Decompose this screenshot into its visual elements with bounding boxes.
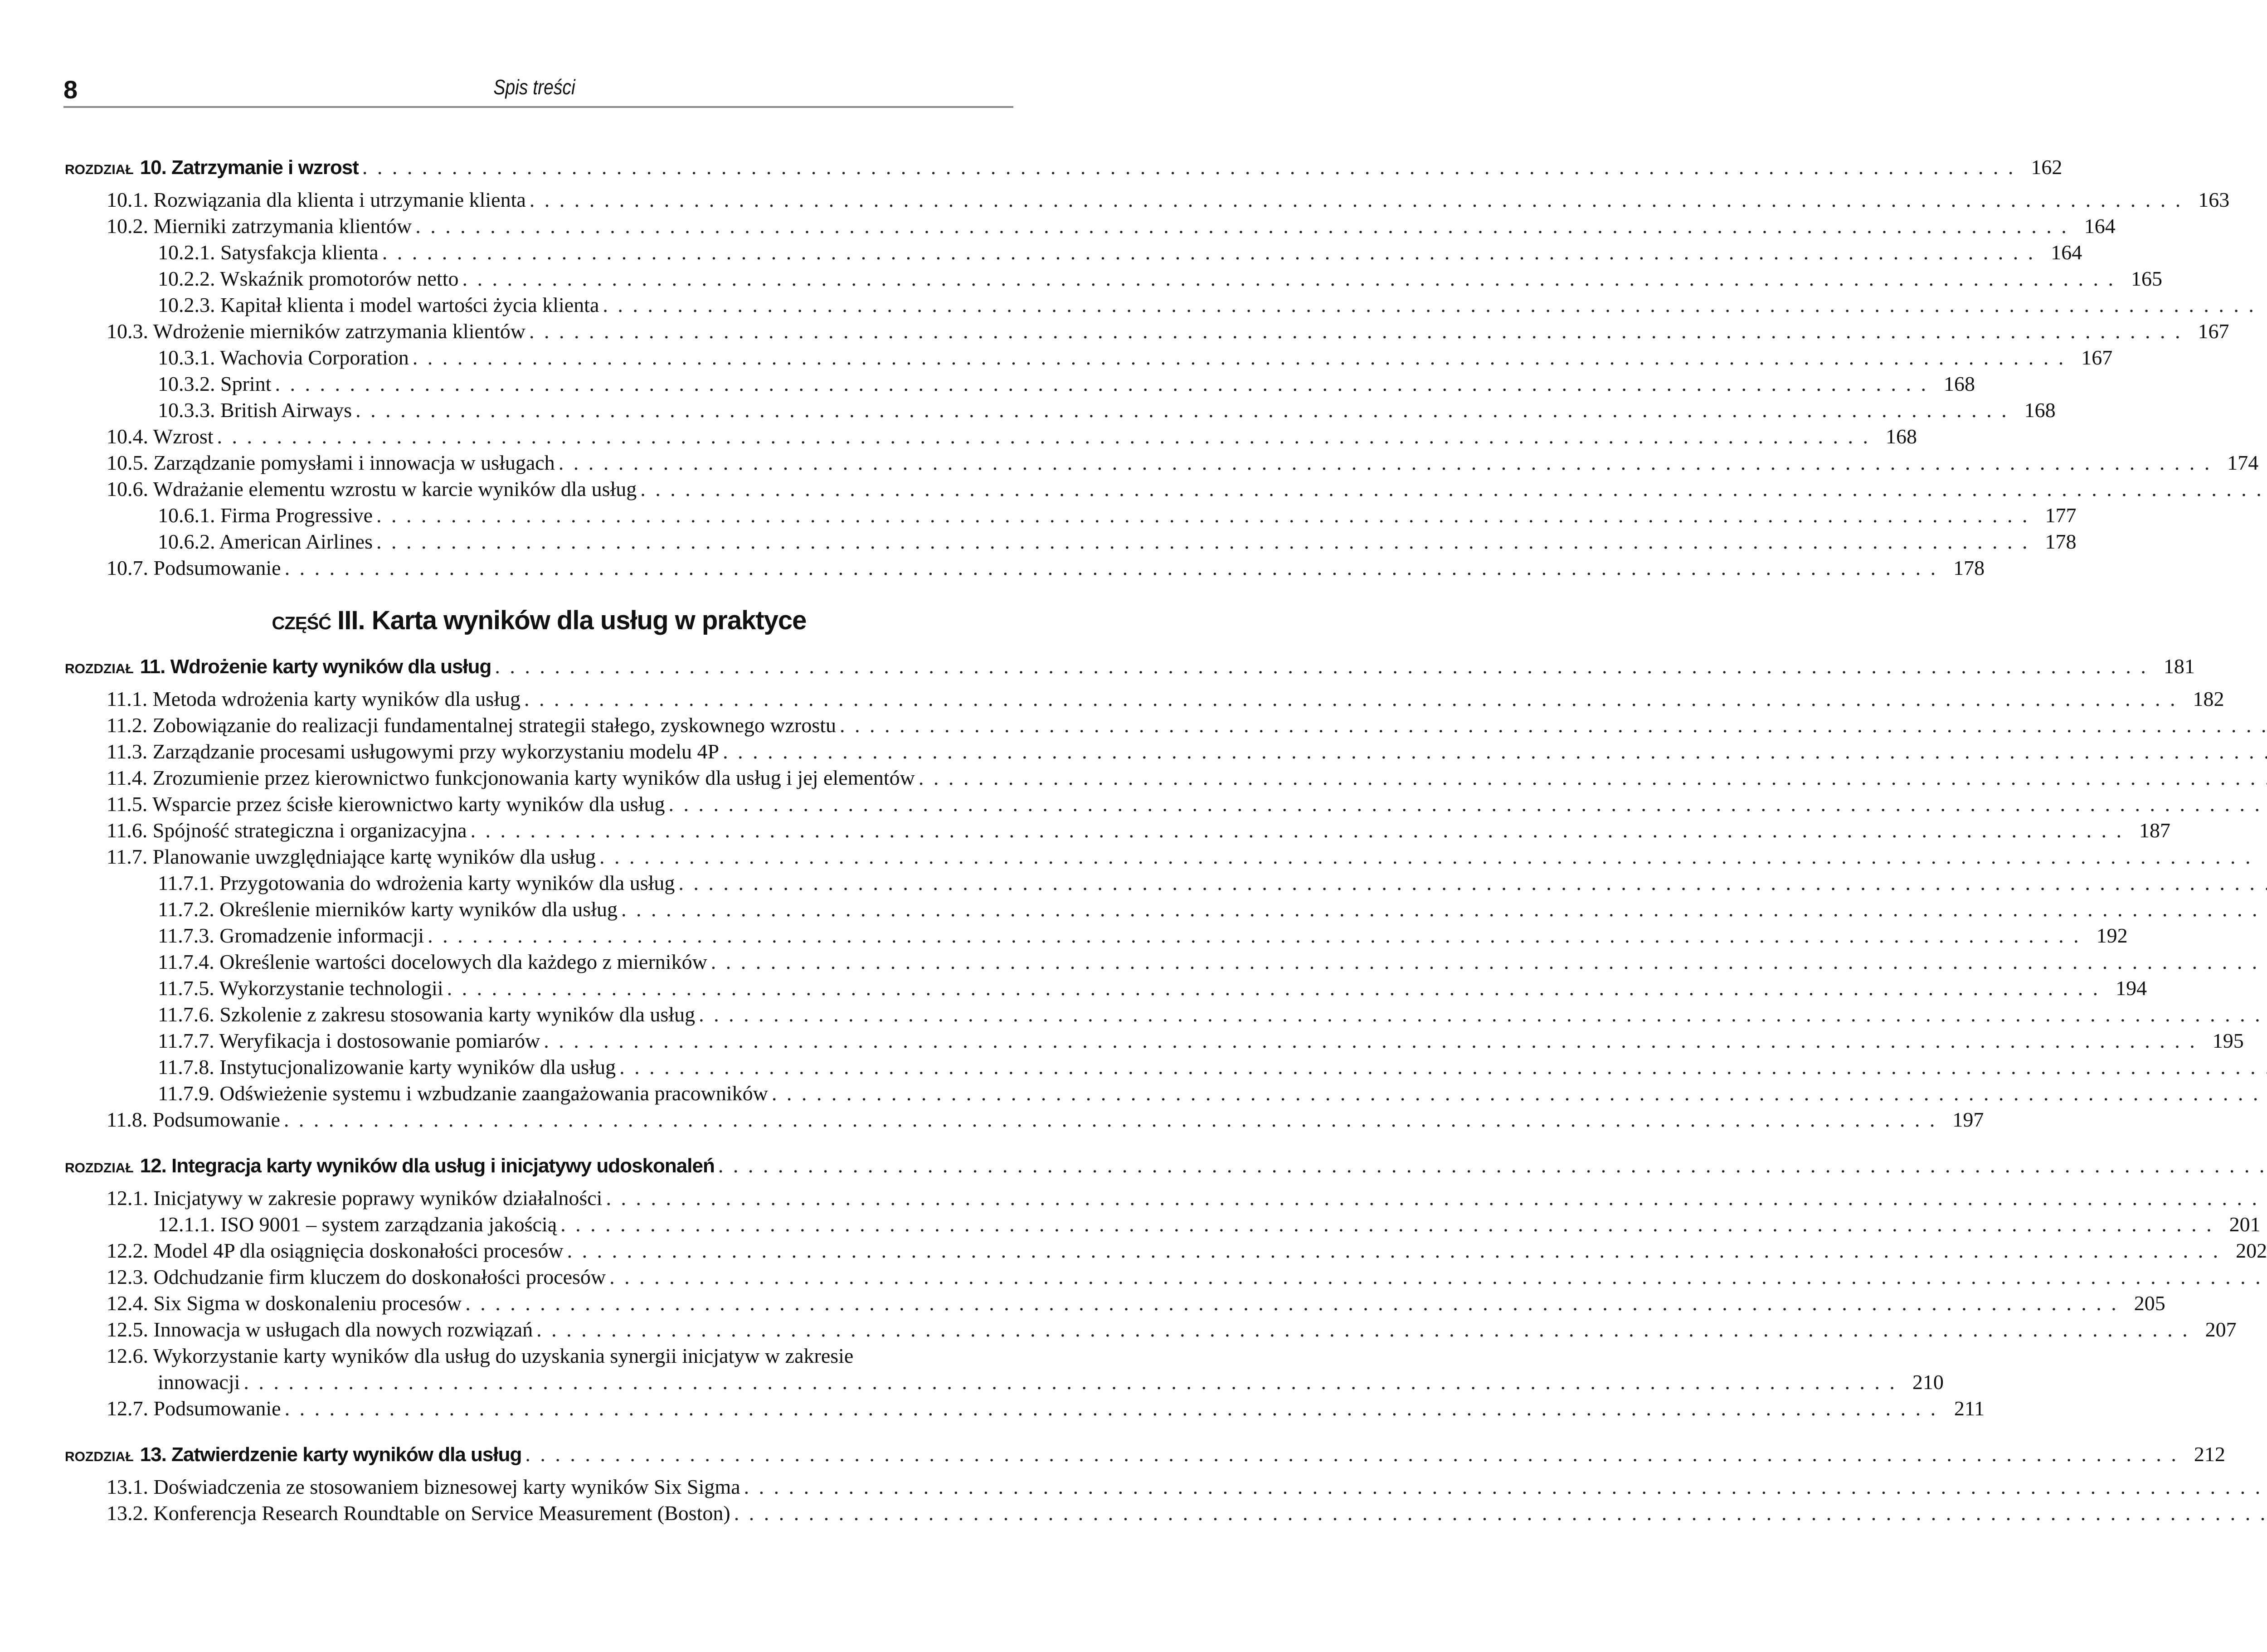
- dot-leader: [567, 1238, 2218, 1264]
- entry-page-number: 162: [2031, 155, 2063, 179]
- entry-page-number: 181: [2163, 655, 2195, 678]
- toc-entry: [65, 1369, 1944, 1395]
- entry-page-number: 165: [2131, 267, 2162, 290]
- entry-title-group: [158, 896, 618, 923]
- entry-title-group: [107, 844, 596, 870]
- entry-page-number: 163: [2198, 188, 2230, 211]
- toc-entry: [65, 423, 1917, 450]
- toc-entry: [65, 187, 2230, 213]
- entry-title: 11.7. Planowanie uwzględniające kartę wyników dla usług: [107, 845, 596, 868]
- entry-title: 10.6. Wdrażanie elementu wzrostu w karcie wyników dla usług: [107, 477, 637, 500]
- entry-page-number: [2264, 1264, 2267, 1290]
- entry-title: 10.6.1. Firma Progressive: [158, 504, 373, 527]
- entry-page-number: [2261, 1185, 2267, 1211]
- dot-leader: [734, 1500, 2267, 1526]
- entry-title-group: [107, 1343, 853, 1369]
- toc-entry: [65, 1264, 1013, 1290]
- toc-entry: [65, 1211, 2261, 1238]
- entry-title-group: [107, 1500, 730, 1526]
- toc-entry: [65, 529, 2077, 555]
- entry-title-group: [158, 397, 352, 423]
- toc-entry: [65, 686, 2224, 712]
- entry-title: 12.1.1. ISO 9001 – system zarządzania jakością: [158, 1213, 557, 1236]
- entry-title: 11.8. Podsumowanie: [107, 1108, 280, 1131]
- dot-leader: [529, 318, 2180, 345]
- entry-title: 11.2. Zobowiązanie do realizacji fundamentalnej strategii stałego, zyskownego wzrostu: [107, 714, 837, 737]
- toc-entry: [65, 1343, 1013, 1369]
- entry-title-group: [158, 1028, 540, 1054]
- dot-leader: [285, 555, 1936, 581]
- entry-title-group: [158, 502, 373, 529]
- entry-title: 11.1. Metoda wdrożenia karty wyników dla usług: [107, 687, 521, 710]
- toc-entry: [65, 371, 1975, 397]
- entry-title: 10.7. Podsumowanie: [107, 556, 281, 579]
- dot-leader: [919, 765, 2267, 791]
- entry-title-group: [65, 1442, 521, 1470]
- entry-title: 11.5. Wsparcie przez ścisłe kierownictwo karty wyników dla usług: [107, 792, 665, 816]
- toc-entry: [65, 1028, 2244, 1054]
- toc-entry: [65, 345, 2113, 371]
- toc-entry: [65, 1238, 2267, 1264]
- entry-title: 11.7.6. Szkolenie z zakresu stosowania karty wyników dla usług: [158, 1003, 696, 1026]
- toc-entry: [65, 1107, 1984, 1133]
- dot-leader: [495, 653, 2146, 680]
- dot-leader: [415, 213, 2067, 239]
- toc-entry: [65, 213, 2116, 239]
- entry-title-group: [158, 923, 424, 949]
- toc-entry: [65, 896, 1013, 923]
- dot-leader: [243, 1369, 1895, 1395]
- toc-chapter: [65, 1152, 1013, 1179]
- entry-title: 12.2. Model 4P dla osiągnięcia doskonałości procesów: [107, 1239, 564, 1262]
- toc-entry: [65, 712, 1013, 739]
- toc-entry: [65, 1054, 1013, 1080]
- dot-leader: [285, 1395, 1936, 1422]
- entry-title-group: [107, 555, 281, 581]
- entry-page-number: 164: [2051, 241, 2082, 264]
- entry-title: 11.4. Zrozumienie przez kierownictwo funkcjonowania karty wyników dla usług i jej elementów: [107, 766, 915, 789]
- entry-keyword: ROZDZIAŁ: [65, 1161, 134, 1176]
- toc-entry: [65, 555, 1985, 581]
- entry-page-number: 177: [2045, 504, 2077, 527]
- entry-title-group: [158, 949, 707, 975]
- entry-title: innowacji: [158, 1370, 240, 1394]
- entry-title: 11.7.2. Określenie mierników karty wyników dla usług: [158, 898, 618, 921]
- entry-page-number: 178: [1953, 556, 1985, 579]
- entry-title-group: [158, 239, 379, 266]
- dot-leader: [530, 187, 2181, 213]
- entry-page-number: 168: [1943, 372, 1975, 395]
- entry-title-group: [107, 1290, 462, 1317]
- entry-title-group: [107, 739, 719, 765]
- dot-leader: [376, 529, 2028, 555]
- entry-title-group: [158, 345, 409, 371]
- entry-title: III. Karta wyników dla usług w praktyce: [337, 606, 807, 635]
- entry-page-number: 194: [2116, 977, 2147, 1000]
- entry-title: 11.7.7. Weryfikacja i dostosowanie pomiarów: [158, 1029, 540, 1052]
- toc-entry: [65, 1185, 1013, 1211]
- toc-entry: [65, 765, 1013, 791]
- entry-title: 12.7. Podsumowanie: [107, 1397, 281, 1420]
- entry-title: 10.2.1. Satysfakcja klienta: [158, 241, 379, 264]
- entry-title: 13.2. Konferencja Research Roundtable on Service Measurement (Boston): [107, 1501, 730, 1525]
- entry-title-group: [107, 476, 637, 502]
- toc-entry: [65, 502, 2077, 529]
- entry-title: 10.3. Wdrożenie mierników zatrzymania klientów: [107, 320, 525, 343]
- dot-leader: [772, 1080, 2267, 1107]
- entry-title-group: [107, 1107, 280, 1133]
- entry-title-group: [158, 266, 459, 292]
- dot-leader: [603, 292, 2254, 318]
- entry-title-group: [107, 765, 915, 791]
- entry-title-group: [158, 529, 373, 555]
- toc-entry: [65, 949, 1013, 975]
- entry-title-group: [158, 1001, 695, 1028]
- entry-title-group: [107, 318, 525, 345]
- dot-leader: [744, 1474, 2267, 1500]
- entry-title: 12.3. Odchudzanie firm kluczem do doskonałości procesów: [107, 1265, 606, 1288]
- dot-leader: [621, 896, 2267, 923]
- entry-title-group: [107, 1264, 606, 1290]
- entry-title: 11.7.3. Gromadzenie informacji: [158, 924, 424, 947]
- entry-keyword: ROZDZIAŁ: [65, 661, 134, 676]
- entry-title-group: [158, 1211, 557, 1238]
- dot-leader: [413, 345, 2064, 371]
- entry-title-group: [107, 1185, 602, 1211]
- toc-chapter: [65, 653, 2195, 680]
- toc-entry: [65, 1290, 2165, 1317]
- toc-entry: [65, 739, 1013, 765]
- entry-title: 11.7.1. Przygotowania do wdrożenia karty wyników dla usług: [158, 871, 675, 894]
- entry-title-group: [158, 1369, 240, 1395]
- entry-title: 12.1. Inicjatywy w zakresie poprawy wyników działalności: [107, 1186, 603, 1210]
- entry-title-group: [107, 1474, 740, 1500]
- dot-leader: [599, 844, 2251, 870]
- entry-title: 12. Integracja karty wyników dla usług i inicjatywy udoskonaleń: [140, 1155, 715, 1177]
- entry-page-number: 211: [1954, 1397, 1985, 1420]
- entry-page-number: [2257, 292, 2267, 318]
- header-rule: [63, 106, 1013, 108]
- entry-title-group: [107, 712, 836, 739]
- toc-chapter: [65, 1441, 2225, 1467]
- entry-title: 10.4. Wzrost: [107, 425, 214, 448]
- toc-part: [65, 602, 1013, 639]
- toc-entry: [65, 1474, 1013, 1500]
- dot-leader: [465, 1290, 2116, 1317]
- dot-leader: [217, 423, 1868, 450]
- dot-leader: [711, 949, 2267, 975]
- entry-title-group: [65, 654, 491, 682]
- entry-title-group: [158, 371, 271, 397]
- toc-entry: [65, 318, 2229, 345]
- toc-entry: [65, 239, 2082, 266]
- entry-page-number: 164: [2084, 214, 2116, 238]
- dot-leader: [699, 1001, 2267, 1028]
- dot-leader: [462, 266, 2114, 292]
- entry-title: 11.7.9. Odświeżenie systemu i wzbudzanie zaangażowania pracowników: [158, 1082, 768, 1105]
- dot-leader: [619, 1054, 2267, 1080]
- dot-leader: [382, 239, 2033, 266]
- entry-title-group: [107, 450, 555, 476]
- entry-title-group: [158, 292, 599, 318]
- dot-leader: [840, 712, 2267, 739]
- dot-leader: [609, 1264, 2261, 1290]
- toc-entry: [65, 817, 2171, 844]
- entry-title: 11. Wdrożenie karty wyników dla usług: [140, 656, 491, 678]
- entry-title-group: [272, 602, 807, 641]
- dot-leader: [447, 975, 2098, 1001]
- entry-title: 12.4. Six Sigma w doskonaleniu procesów: [107, 1292, 462, 1315]
- toc-entry: [65, 791, 1013, 817]
- entry-page-number: 168: [1886, 425, 1917, 448]
- entry-page-number: 202: [2236, 1239, 2267, 1262]
- entry-title: 10.2.3. Kapitał klienta i model wartości życia klienta: [158, 293, 599, 316]
- entry-title: 11.7.5. Wykorzystanie technologii: [158, 977, 443, 1000]
- toc-entry: [65, 923, 2128, 949]
- entry-title: 10.2. Mierniki zatrzymania klientów: [107, 214, 412, 238]
- entry-page-number: 192: [2096, 924, 2128, 947]
- dot-leader: [524, 686, 2175, 712]
- dot-leader: [471, 817, 2122, 844]
- entry-page-number: 174: [2227, 451, 2259, 474]
- entry-title-group: [158, 870, 675, 896]
- entry-title: 12.6. Wykorzystanie karty wyników dla usług do uzyskania synergii inicjatyw w zakresie: [107, 1344, 854, 1367]
- dot-leader: [355, 397, 2007, 423]
- entry-page-number: 205: [2134, 1292, 2165, 1315]
- entry-page-number: 212: [2194, 1443, 2225, 1466]
- toc-entry: [65, 870, 1013, 896]
- dot-leader: [640, 476, 2267, 502]
- entry-title: 11.3. Zarządzanie procesami usługowymi przy wykorzystaniu modelu 4P: [107, 740, 720, 763]
- entry-title: 10.3.2. Sprint: [158, 372, 272, 395]
- toc-entry: [65, 1395, 1985, 1422]
- entry-title-group: [107, 817, 467, 844]
- entry-page-number: 178: [2045, 530, 2077, 553]
- dot-leader: [544, 1028, 2195, 1054]
- entry-title: 11.6. Spójność strategiczna i organizacyjna: [107, 819, 467, 842]
- running-header-title: Spis treści: [493, 75, 575, 99]
- dot-leader: [275, 371, 1926, 397]
- dot-leader: [723, 739, 2267, 765]
- entry-title: 10.3.3. British Airways: [158, 398, 352, 422]
- entry-page-number: [2254, 844, 2267, 870]
- entry-page-number: 167: [2081, 346, 2113, 369]
- toc-chapter: [65, 154, 2063, 180]
- dot-leader: [428, 923, 2079, 949]
- entry-title-group: [107, 1395, 281, 1422]
- entry-title-group: [65, 1153, 715, 1181]
- entry-keyword: ROZDZIAŁ: [65, 162, 134, 177]
- entry-title: 10.5. Zarządzanie pomysłami i innowacja w usługach: [107, 451, 555, 474]
- entry-title-group: [107, 1317, 533, 1343]
- dot-leader: [718, 1152, 2267, 1179]
- dot-leader: [559, 450, 2210, 476]
- entry-title-group: [158, 975, 443, 1001]
- toc-entry: [65, 1001, 1013, 1028]
- entry-title-group: [107, 791, 665, 817]
- entry-title: 10.3.1. Wachovia Corporation: [158, 346, 409, 369]
- entry-title: 10.1. Rozwiązania dla klienta i utrzymanie klienta: [107, 188, 526, 211]
- dot-leader: [678, 870, 2267, 896]
- toc-entry: [65, 476, 1013, 502]
- entry-title: 13. Zatwierdzenie karty wyników dla usług: [140, 1443, 522, 1466]
- toc-entry: [65, 266, 2162, 292]
- entry-page-number: 207: [2205, 1318, 2237, 1341]
- toc-entry: [65, 1080, 1013, 1107]
- entry-title: 12.5. Innowacja w usługach dla nowych rozwiązań: [107, 1318, 533, 1341]
- dot-leader: [668, 791, 2267, 817]
- dot-leader: [284, 1107, 1935, 1133]
- toc-entry: [65, 844, 1013, 870]
- dot-leader: [362, 154, 2014, 180]
- entry-page-number: 182: [2193, 687, 2224, 710]
- entry-keyword: CZĘŚĆ: [272, 613, 331, 633]
- entry-title-group: [158, 1054, 616, 1080]
- entry-page-number: 167: [2198, 320, 2229, 343]
- dot-leader: [525, 1441, 2176, 1467]
- entry-title: 11.7.8. Instytucjonalizowanie karty wyników dla usług: [158, 1055, 616, 1079]
- toc-entry: [65, 397, 2056, 423]
- toc-entry: [65, 1317, 2237, 1343]
- entry-title-group: [107, 1238, 564, 1264]
- entry-title-group: [107, 213, 412, 239]
- entry-title-group: [107, 686, 521, 712]
- table-of-contents: [65, 154, 2267, 1526]
- toc-entry: [65, 1500, 1013, 1526]
- entry-title-group: [107, 423, 214, 450]
- entry-title-group: [65, 155, 359, 183]
- entry-page-number: 197: [1952, 1108, 1984, 1131]
- entry-title: 11.7.4. Określenie wartości docelowych dla każdego z mierników: [158, 950, 707, 973]
- entry-page-number: 210: [1912, 1370, 1944, 1394]
- page-number: 8: [63, 75, 78, 104]
- dot-leader: [606, 1185, 2257, 1211]
- entry-title: 10.6.2. American Airlines: [158, 530, 373, 553]
- entry-title: 10.2.2. Wskaźnik promotorów netto: [158, 267, 459, 290]
- toc-entry: [65, 292, 1013, 318]
- entry-title-group: [158, 1080, 768, 1107]
- entry-page-number: 187: [2139, 819, 2171, 842]
- dot-leader: [536, 1317, 2188, 1343]
- entry-page-number: 168: [2024, 398, 2056, 422]
- entry-title-group: [107, 187, 526, 213]
- toc-entry: [65, 450, 2259, 476]
- entry-page-number: 195: [2212, 1029, 2244, 1052]
- dot-leader: [560, 1211, 2212, 1238]
- toc-entry: [65, 975, 2147, 1001]
- entry-keyword: ROZDZIAŁ: [65, 1449, 134, 1464]
- entry-page-number: 201: [2229, 1213, 2261, 1236]
- entry-title: 10. Zatrzymanie i wzrost: [140, 156, 359, 179]
- dot-leader: [376, 502, 2028, 529]
- entry-title: 13.1. Doświadczenia ze stosowaniem biznesowej karty wyników Six Sigma: [107, 1475, 740, 1498]
